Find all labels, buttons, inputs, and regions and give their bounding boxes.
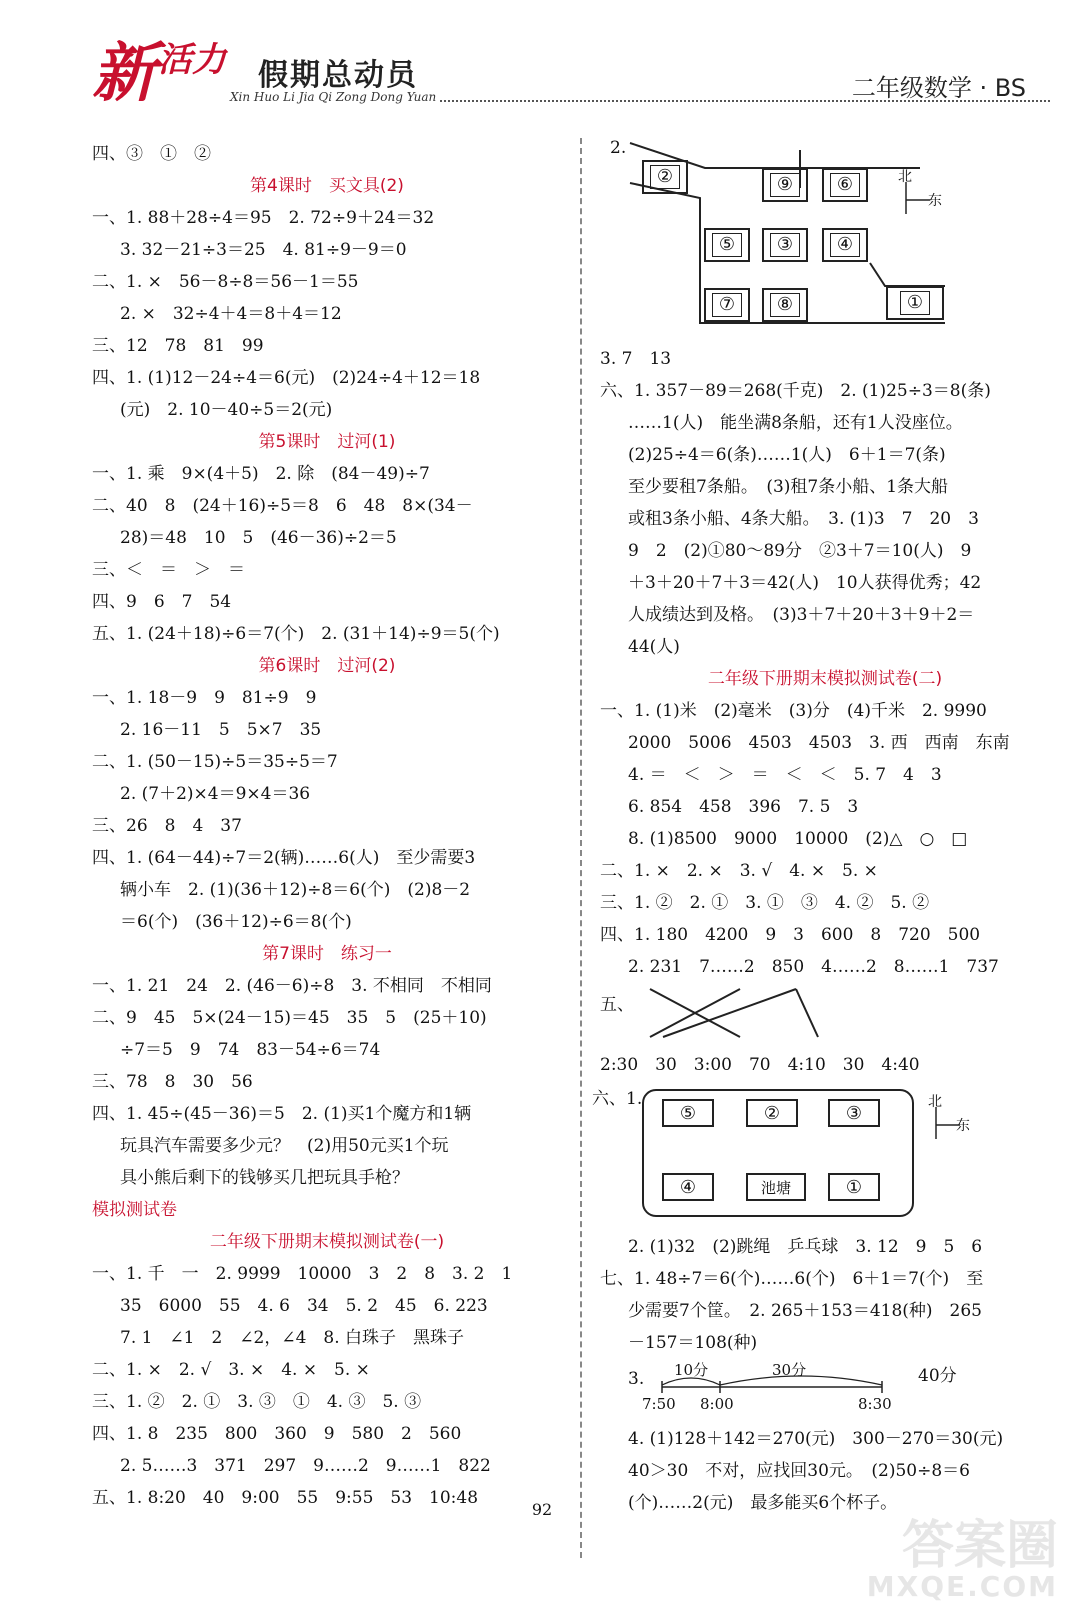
compass-north-label: 北 — [898, 169, 912, 185]
map-cell-number: ⑤ — [679, 1102, 697, 1124]
answer-line: 2. (7＋2)×4＝9×4＝36 — [120, 784, 311, 804]
timeline-diagram — [600, 1359, 1050, 1423]
answer-line: 一、1. 21 24 2. (46－6)÷8 3. 不相同 不相同 — [92, 976, 492, 996]
answer-line: 六、1. 357－89＝268(千克) 2. (1)25÷3＝8(条) — [600, 381, 991, 401]
timeline-time: 8:30 — [858, 1395, 892, 1413]
map-cell — [828, 1173, 880, 1201]
answer-line: 一、1. 88＋28÷4＝95 2. 72÷9＋24＝32 — [92, 208, 435, 228]
answer-line: 三、＜ ＝ ＞ ＝ — [92, 560, 245, 580]
answer-line: 4. (1)128＋142＝270(元) 300－270＝30(元) — [628, 1429, 1004, 1449]
answer-line: ＋3＋20＋7＋3＝42(人) 10人获得优秀；42 — [628, 573, 982, 593]
map-cell-number: ⑥ — [830, 173, 860, 197]
map-cell — [762, 168, 808, 202]
watermark-logo — [866, 1516, 1058, 1603]
answer-line: 2000 5006 4503 4503 3. 西 西南 东南 — [628, 733, 1010, 753]
timeline-time: 8:00 — [700, 1395, 734, 1413]
left-column — [92, 138, 562, 1514]
answer-line: (2)25÷4＝6(条)……1(人) 6＋1＝7(条) — [628, 445, 946, 465]
map-cell — [886, 286, 944, 320]
answer-line: 三、1. ② 2. ① 3. ① ③ 4. ② 5. ② — [600, 893, 930, 913]
section-heading: 第7课时 练习一 — [262, 944, 392, 964]
pond-map-diagram — [592, 1083, 1050, 1231]
answer-line: 二、1. × 2. × 3. √ 4. × 5. × — [600, 861, 878, 881]
answer-line: 四、9 6 7 54 — [92, 592, 232, 612]
answer-line: 35 6000 55 4. 6 34 5. 2 45 6. 223 — [120, 1296, 488, 1316]
map-cell — [662, 1099, 714, 1127]
map-cell-number: ⑤ — [712, 233, 742, 257]
timeline-time: 7:50 — [642, 1395, 676, 1413]
answer-line: 三、78 8 30 56 — [92, 1072, 253, 1092]
answer-line: 二、40 8 (24＋16)÷5＝8 6 48 8×(34－ — [92, 496, 473, 516]
question-label: 2. — [610, 138, 627, 158]
answer-line: 四、1. 45÷(45－36)＝5 2. (1)买1个魔方和1辆 — [92, 1104, 472, 1124]
matching-lines — [628, 987, 828, 1051]
answer-line: 二、1. × 56－8÷8＝56－1＝55 — [92, 272, 359, 292]
timeline-segment-label: 10分 — [674, 1361, 709, 1379]
section-heading: 模拟测试卷 — [92, 1200, 177, 1220]
map-cell-number: ① — [900, 291, 930, 315]
answer-line: ……1(人) 能坐满8条船，还有1人没座位。 — [628, 413, 963, 433]
section-heading: 第6课时 过河(2) — [258, 656, 396, 676]
matching-times: 2:30 30 3:00 70 4:10 30 4:40 — [600, 1055, 920, 1075]
timeline-total-label: 40分 — [918, 1366, 957, 1386]
map-cell — [704, 228, 750, 262]
section-heading: 二年级下册期末模拟测试卷(一) — [209, 1232, 445, 1252]
logo-main-char: 新 — [92, 37, 156, 111]
book-title-pinyin: Xin Huo Li Jia Qi Zong Dong Yuan — [230, 90, 437, 104]
map-cell — [822, 228, 868, 262]
page-number: 92 — [531, 1500, 553, 1519]
answer-line: 2. × 32÷4＋4＝8＋4＝12 — [120, 304, 342, 324]
map-cell — [662, 1173, 714, 1201]
map-cell — [822, 168, 868, 202]
map-cell-number: ① — [845, 1176, 863, 1198]
answer-line: 2. 5……3 371 297 9……2 9……1 822 — [120, 1456, 491, 1476]
map-cell-number: ② — [650, 165, 680, 189]
map-cell-number: ⑨ — [770, 173, 800, 197]
answer-line: 三、12 78 81 99 — [92, 336, 264, 356]
watermark-text: 答案圈 — [901, 1516, 1058, 1576]
answer-line: 8. (1)8500 9000 10000 (2)△ ○ □ — [628, 829, 968, 849]
answer-line: 人成绩达到及格。 (3)3＋7＋20＋3＋9＋2＝ — [628, 605, 975, 625]
section-heading: 第4课时 买文具(2) — [250, 176, 404, 196]
grade-subject: 二年级数学 · BS — [851, 74, 1026, 102]
compass-east-label: 东 — [928, 193, 942, 209]
answer-line: 具小熊后剩下的钱够买几把玩具手枪？ — [120, 1168, 409, 1188]
answer-line: (个)……2(元) 最多能买6个杯子。 — [628, 1493, 898, 1513]
answer-line: 一、1. (1)米 (2)毫米 (3)分 (4)千米 2. 9990 — [600, 701, 987, 721]
answer-line: 6. 854 458 396 7. 5 3 — [628, 797, 859, 817]
answer-line: 28)＝48 10 5 (46－36)÷2＝5 — [120, 528, 397, 548]
page-header — [0, 0, 1084, 110]
answer-line: 辆小车 2. (1)(36＋12)÷8＝6(个) (2)8－2 — [120, 880, 471, 900]
answer-line: 至少要租7条船。 (3)租7条小船、1条大船 — [628, 477, 949, 497]
map-cell-number: ③ — [845, 1102, 863, 1124]
pond-label: 池塘 — [760, 1178, 791, 1197]
map-cell — [762, 228, 808, 262]
timeline-segment-label: 30分 — [772, 1361, 807, 1379]
map-cell — [704, 288, 750, 322]
map-cell — [642, 160, 688, 194]
answer-line: 4. ＝ ＜ ＞ ＝ ＜ ＜ 5. 7 4 3 — [628, 765, 942, 785]
answer-line: 二、1. (50－15)÷5＝35÷5＝7 — [92, 752, 338, 772]
map-cell — [746, 1099, 798, 1127]
answer-line: 四、③ ① ② — [92, 144, 211, 164]
answer-line: 三、26 8 4 37 — [92, 816, 242, 836]
map-cell-number: ② — [763, 1102, 781, 1124]
section-heading: 二年级下册期末模拟测试卷(二) — [707, 669, 943, 689]
answer-line: 少需要7个筐。 2. 265＋153＝418(种) 265 — [628, 1301, 982, 1321]
answer-line: 9 2 (2)①80～89分 ②3＋7＝10(人) 9 — [628, 541, 972, 561]
answer-line: ＝6(个) (36＋12)÷6＝8(个) — [120, 912, 352, 932]
answer-line: 一、1. 18－9 9 81÷9 9 — [92, 688, 317, 708]
answer-line: 7. 1 ∠1 2 ∠2，∠4 8. 白珠子 黑珠子 — [120, 1328, 465, 1348]
answer-line: 2. (1)32 (2)跳绳 乒乓球 3. 12 9 5 6 — [628, 1237, 983, 1257]
pond-cell — [746, 1173, 806, 1201]
answer-line: 3. 32－21÷3＝25 4. 81÷9－9＝0 — [120, 240, 407, 260]
header-divider — [440, 100, 1050, 102]
answer-line: 三、1. ② 2. ① 3. ③ ① 4. ③ 5. ③ — [92, 1392, 422, 1412]
street-map-diagram — [600, 138, 1050, 343]
section-heading: 第5课时 过河(1) — [258, 432, 396, 452]
matching-diagram — [600, 983, 1050, 1083]
answer-line: －157＝108(种) — [628, 1333, 758, 1353]
answer-line: 2. 231 7……2 850 4……2 8……1 737 — [628, 957, 999, 977]
compass-arrow-icon — [894, 178, 934, 218]
answer-line: 七、1. 48÷7＝6(个)……6(个) 6＋1＝7(个) 至 — [600, 1269, 984, 1289]
answer-line: 二、9 45 5×(24－15)＝45 35 5 (25＋10) — [92, 1008, 487, 1028]
answer-line: 44(人) — [628, 637, 680, 657]
answer-line: 一、1. 千 一 2. 9999 10000 3 2 8 3. 2 1 — [92, 1264, 513, 1284]
question-label: 3. — [628, 1369, 645, 1389]
answer-line: 一、1. 乘 9×(4＋5) 2. 除 (84－49)÷7 — [92, 464, 430, 484]
logo-sub-chars: 活力 — [158, 40, 226, 80]
question-label: 五、 — [600, 995, 634, 1015]
right-column — [592, 138, 1050, 1519]
column-divider — [580, 138, 582, 1558]
compass-north-label: 北 — [928, 1094, 942, 1110]
map-cell-number: ④ — [830, 233, 860, 257]
answer-line: 3. 7 13 — [600, 349, 672, 369]
answer-line: (元) 2. 10－40÷5＝2(元) — [120, 400, 333, 420]
answer-line: 40＞30 不对，应找回30元。 (2)50÷8＝6 — [628, 1461, 970, 1481]
map-cell-number: ③ — [770, 233, 800, 257]
compass-east-label: 东 — [956, 1118, 970, 1134]
answer-line: 或租3条小船、4条大船。 3. (1)3 7 20 3 — [628, 509, 979, 529]
map-cell — [828, 1099, 880, 1127]
map-cell — [762, 288, 808, 322]
answer-line: 四、1. 8 235 800 360 9 580 2 560 — [92, 1424, 462, 1444]
answer-line: 五、1. 8:20 40 9:00 55 9:55 53 10:48 — [92, 1488, 479, 1508]
question-label: 六、1. — [592, 1089, 643, 1109]
answer-line: 2. 16－11 5 5×7 35 — [120, 720, 322, 740]
map-cell-number: ⑦ — [712, 293, 742, 317]
book-title: 假期总动员 — [258, 58, 418, 93]
answer-line: ÷7＝5 9 74 83－54÷6＝74 — [120, 1040, 381, 1060]
answer-line: 玩具汽车需要多少元？ (2)用50元买1个玩 — [120, 1136, 449, 1156]
answer-line: 四、1. (1)12－24÷4＝6(元) (2)24÷4＋12＝18 — [92, 368, 481, 388]
map-cell-number: ⑧ — [770, 293, 800, 317]
answer-line: 二、1. × 2. √ 3. × 4. × 5. × — [92, 1360, 370, 1380]
answer-line: 四、1. 180 4200 9 3 600 8 720 500 — [600, 925, 981, 945]
answer-line: 四、1. (64－44)÷7＝2(辆)……6(人) 至少需要3 — [92, 848, 476, 868]
answer-line: 五、1. (24＋18)÷6＝7(个) 2. (31＋14)÷9＝5(个) — [92, 624, 500, 644]
compass-arrow-icon — [924, 1103, 964, 1143]
map-cell-number: ④ — [679, 1176, 697, 1198]
watermark-url: MXQE.COM — [866, 1570, 1058, 1603]
